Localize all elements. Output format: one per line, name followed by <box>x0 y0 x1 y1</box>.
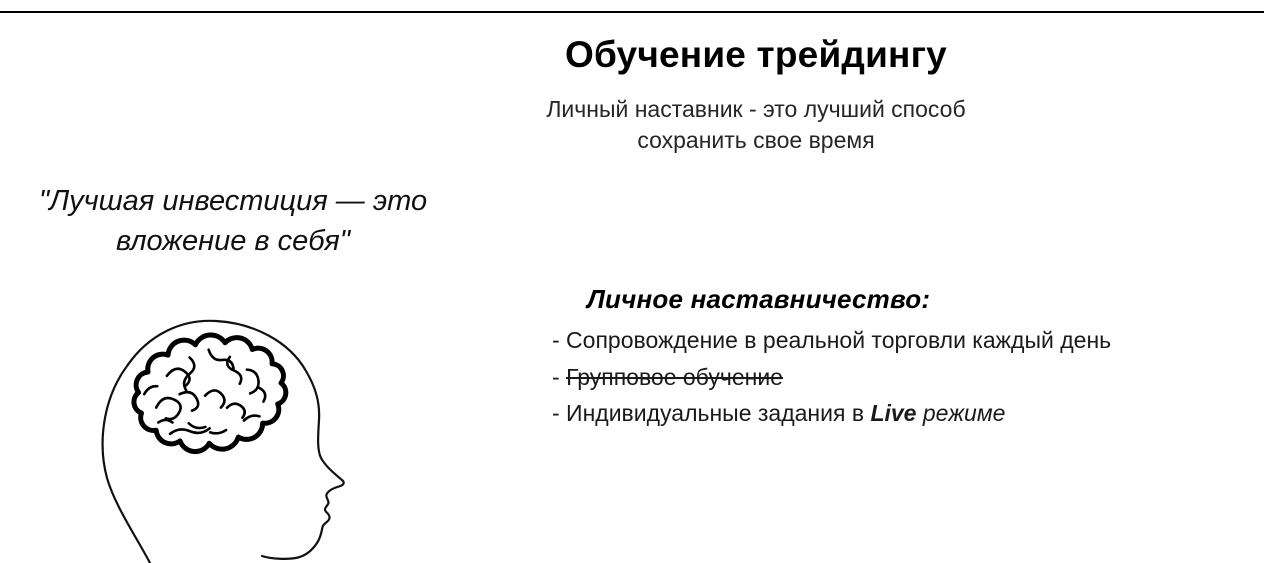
item-text-suffix: режиме <box>916 400 1006 426</box>
page-subtitle <box>450 94 1062 156</box>
header-block <box>450 34 1062 156</box>
quote-line-2: вложение в себя" <box>116 225 350 257</box>
head-with-brain-illustration <box>85 300 385 563</box>
list-item-group-training <box>552 359 1112 396</box>
top-divider-line <box>0 11 1264 13</box>
quote-line-1: "Лучшая инвестиция — это <box>38 185 428 217</box>
list-item-individual-tasks <box>552 395 1112 432</box>
page-title: Обучение трейдингу <box>565 34 947 75</box>
mentorship-list <box>552 322 1112 432</box>
subtitle-line-2: сохранить свое время <box>637 126 875 153</box>
struck-text: Групповое обучение <box>566 363 783 390</box>
list-item-dash: - <box>552 363 567 390</box>
live-word: Live <box>870 400 917 426</box>
item-text-prefix: - Индивидуальные задания в <box>552 400 871 426</box>
list-item-daily-support: - Сопровождение в реальной торговли каждый день <box>552 327 1112 353</box>
quote-block <box>18 181 448 261</box>
mentorship-heading: Личное наставничество: <box>587 284 931 314</box>
brain-drawing <box>126 326 292 461</box>
subtitle-line-1: Личный наставник - это лучший способ <box>546 95 966 122</box>
